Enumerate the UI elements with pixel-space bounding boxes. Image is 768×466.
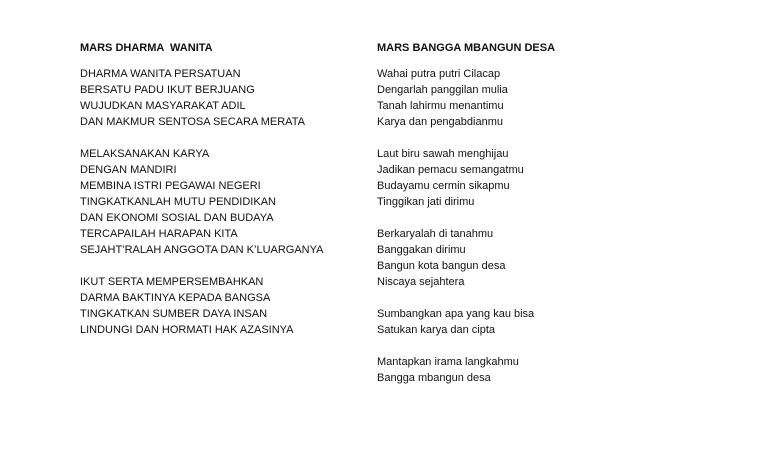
lyric-line: Tanah lahirmu menantimu	[377, 100, 504, 112]
lyric-line: TINGKATKANLAH MUTU PENDIDIKAN	[80, 196, 276, 208]
lyric-line: Jadikan pemacu semangatmu	[377, 164, 524, 176]
lyric-line: DARMA BAKTINYA KEPADA BANGSA	[80, 292, 271, 304]
lyric-line: Bangga mbangun desa	[377, 372, 491, 384]
stanza-left-2	[80, 146, 370, 258]
song-column-right	[377, 40, 677, 402]
lyric-line: TINGKATKAN SUMBER DAYA INSAN	[80, 308, 268, 320]
lyric-line: Sumbangkan apa yang kau bisa	[377, 308, 535, 320]
lyric-line: TERCAPAILAH HARAPAN KITA	[80, 228, 238, 240]
lyric-line: Niscaya sejahtera	[377, 276, 465, 288]
lyric-line: MELAKSANAKAN KARYA	[80, 148, 210, 160]
song-title-right: MARS BANGGA MBANGUN DESA	[377, 42, 556, 54]
lyric-line: WUJUDKAN MASYARAKAT ADIL	[80, 100, 246, 112]
lyric-line: Bangun kota bangun desa	[377, 260, 506, 272]
lyric-line: DHARMA WANITA PERSATUAN	[80, 68, 241, 80]
lyric-line: LINDUNGI DAN HORMATI HAK AZASINYA	[80, 324, 294, 336]
lyric-line: Karya dan pengabdianmu	[377, 116, 503, 128]
lyric-line: BERSATU PADU IKUT BERJUANG	[80, 84, 255, 96]
lyric-line: DAN EKONOMI SOSIAL DAN BUDAYA	[80, 212, 274, 224]
lyric-line: Banggakan dirimu	[377, 244, 466, 256]
lyric-line: DENGAN MANDIRI	[80, 164, 177, 176]
stanza-right-3	[377, 226, 677, 290]
lyric-line: Budayamu cermin sikapmu	[377, 180, 510, 192]
stanza-right-4	[377, 306, 677, 338]
lyric-line: MEMBINA ISTRI PEGAWAI NEGERI	[80, 180, 261, 192]
lyric-line: SEJAHT’RALAH ANGGOTA DAN K’LUARGANYA	[80, 244, 324, 256]
lyric-line: Tinggikan jati dirimu	[377, 196, 475, 208]
lyric-line: Laut biru sawah menghijau	[377, 148, 509, 160]
lyric-line: Dengarlah panggilan mulia	[377, 84, 508, 96]
lyric-line: Berkaryalah di tanahmu	[377, 228, 494, 240]
lyric-line: Satukan karya dan cipta	[377, 324, 496, 336]
stanza-right-5	[377, 354, 677, 386]
stanza-right-2	[377, 146, 677, 210]
stanza-right-1	[377, 66, 677, 130]
stanza-left-3	[80, 274, 370, 338]
lyric-line: Mantapkan irama langkahmu	[377, 356, 519, 368]
song-column-left	[80, 40, 370, 354]
song-title-left: MARS DHARMA WANITA	[80, 42, 213, 54]
lyric-line: IKUT SERTA MEMPERSEMBAHKAN	[80, 276, 264, 288]
lyric-line: Wahai putra putri Cilacap	[377, 68, 501, 80]
stanza-left-1	[80, 66, 370, 130]
lyric-line: DAN MAKMUR SENTOSA SECARA MERATA	[80, 116, 305, 128]
